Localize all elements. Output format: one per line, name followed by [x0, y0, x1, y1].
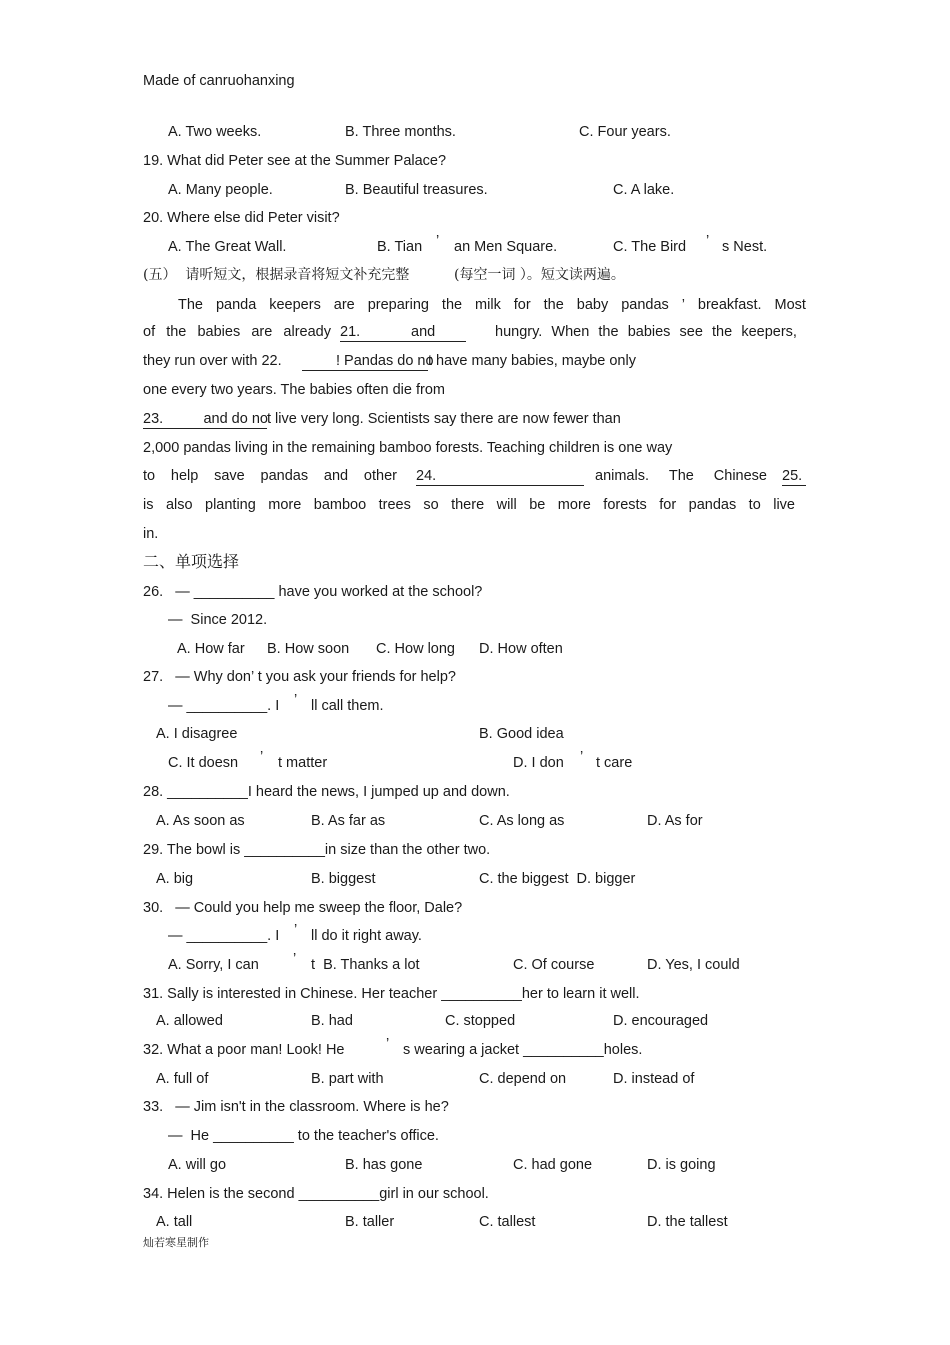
q27-option-c-apostrophe: ’: [260, 749, 264, 765]
q29-stem: 29. The bowl is __________in size than the other two.: [143, 842, 491, 858]
q33-option-b: B. has gone: [345, 1157, 423, 1173]
passage-line-7-mid: [595, 467, 767, 485]
q20-option-a: A. The Great Wall.: [168, 239, 287, 255]
passage-word: babies: [627, 324, 671, 340]
q27-option-b: B. Good idea: [479, 726, 564, 742]
q27-stem: 27. — Why don’ t you ask your friends for help?: [143, 669, 456, 685]
passage-word: Chinese: [713, 468, 767, 484]
q32-option-a: A. full of: [156, 1071, 209, 1087]
passage-word: to: [143, 468, 156, 484]
q34-option-d: D. the tallest: [647, 1214, 728, 1230]
q30-reply-apostrophe: ’: [294, 922, 298, 938]
q32-stem-rest: s wearing a jacket __________holes.: [403, 1042, 643, 1058]
passage-word: so: [423, 497, 439, 513]
q28-option-d: D. As for: [647, 813, 703, 829]
q18-option-a: A. Two weeks.: [168, 124, 262, 140]
q34-option-b: B. taller: [345, 1214, 395, 1230]
passage-word: to: [748, 497, 761, 513]
q20-option-b-rest: an Men Square.: [454, 239, 558, 255]
q26-stem: 26. — __________ have you worked at the school?: [143, 584, 483, 600]
q20-option-b-apostrophe: ’: [436, 233, 440, 249]
blank-24: 24.: [416, 467, 584, 486]
passage-word: the: [598, 324, 619, 340]
passage-word: pandas: [260, 468, 309, 484]
q32-stem-apostrophe: ’: [386, 1036, 390, 1052]
q18-option-c: C. Four years.: [579, 124, 671, 140]
passage-word: see: [679, 324, 703, 340]
q29-option-cd: C. the biggest D. bigger: [479, 871, 636, 887]
passage-word: milk: [475, 297, 501, 313]
passage-word: the: [166, 324, 187, 340]
passage-line-7: [143, 467, 397, 485]
q19-option-c: C. A lake.: [613, 182, 675, 198]
q20-option-c-apostrophe: ’: [706, 233, 710, 249]
passage-word: the: [441, 297, 463, 313]
q20-stem: 20. Where else did Peter visit?: [143, 210, 340, 226]
q30-reply: — __________. I: [168, 928, 280, 944]
q32-option-c: C. depend on: [479, 1071, 567, 1087]
q29-option-a: A. big: [156, 871, 194, 887]
passage-word: is: [143, 497, 154, 513]
passage-line-3: they run over with 22.: [143, 353, 282, 369]
passage-word: keepers: [269, 297, 321, 313]
q28-option-b: B. As far as: [311, 813, 386, 829]
passage-word: also: [165, 497, 193, 513]
q30-option-a-rest: t B. Thanks a lot: [311, 957, 420, 973]
passage-word: help: [170, 468, 199, 484]
passage-word: pandas: [621, 297, 669, 313]
passage-word: will: [496, 497, 517, 513]
q32-stem: 32. What a poor man! Look! He: [143, 1042, 345, 1058]
q31-option-b: B. had: [311, 1013, 353, 1029]
q33-option-c: C. had gone: [513, 1157, 593, 1173]
passage-word: babies: [197, 324, 241, 340]
blank-25: 25.: [782, 467, 806, 486]
passage-word: live: [773, 497, 795, 513]
passage-word: planting: [205, 497, 256, 513]
q30-option-c: C. Of course: [513, 957, 595, 973]
passage-line-2: [143, 323, 331, 341]
q27-option-d-rest: t care: [596, 755, 633, 771]
passage-word: there: [451, 497, 485, 513]
passage-word: already: [283, 324, 331, 340]
q26-option-a: A. How far: [177, 641, 245, 657]
passage-word: are: [333, 297, 355, 313]
passage-word: and: [323, 468, 349, 484]
passage-word: bamboo: [313, 497, 367, 513]
passage-line-3-rest: t have many babies, maybe only: [428, 353, 636, 369]
passage-word: be: [529, 497, 546, 513]
passage-word: preparing: [367, 297, 429, 313]
q27-option-d-apostrophe: ’: [580, 749, 584, 765]
passage-line-2-rest: [495, 323, 797, 341]
q33-option-a: A. will go: [168, 1157, 227, 1173]
q18-option-b: B. Three months.: [345, 124, 456, 140]
q20-option-b: B. Tian: [377, 239, 423, 255]
page-footer: 灿若寒星制作: [143, 1236, 209, 1249]
passage-line-1: [178, 296, 806, 314]
q32-option-b: B. part with: [311, 1071, 384, 1087]
q30-option-a-apostrophe: ’: [293, 951, 297, 967]
section5-title: (五） 请听短文，根据录音将短文补充完整: [143, 267, 410, 283]
passage-word: When: [551, 324, 590, 340]
blank-22: ! Pandas do no: [302, 352, 428, 371]
q27-option-c-rest: t matter: [278, 755, 328, 771]
q34-option-a: A. tall: [156, 1214, 193, 1230]
page-header: Made of canruohanxing: [143, 73, 295, 89]
passage-word: hungry.: [495, 324, 543, 340]
q32-option-d: D. instead of: [613, 1071, 695, 1087]
q28-option-a: A. As soon as: [156, 813, 245, 829]
passage-word: the: [543, 297, 564, 313]
q26-option-d: D. How often: [479, 641, 563, 657]
passage-word: the: [712, 324, 733, 340]
passage-line-8: [143, 496, 795, 514]
passage-word: The: [178, 297, 203, 313]
q28-option-c: C. As long as: [479, 813, 565, 829]
q31-option-a: A. allowed: [156, 1013, 223, 1029]
q33-option-d: D. is going: [647, 1157, 716, 1173]
passage-word: other: [363, 468, 397, 484]
q27-reply: — __________. I: [168, 698, 280, 714]
blank-23: 23. and do no: [143, 411, 268, 427]
blank-21: 21. and: [340, 323, 466, 342]
q26-option-c: C. How long: [376, 641, 455, 657]
passage-word: are: [251, 324, 273, 340]
passage-word: Most: [774, 297, 806, 313]
passage-line-9: in.: [143, 526, 159, 542]
q27-option-d: D. I don: [513, 755, 564, 771]
passage-word: for: [513, 297, 531, 313]
passage-line-4: one every two years. The babies often die from: [143, 382, 445, 398]
passage-word: forests: [603, 497, 647, 513]
q19-option-a: A. Many people.: [168, 182, 273, 198]
passage-word: save: [214, 468, 245, 484]
q26-option-b: B. How soon: [267, 641, 350, 657]
passage-line-6: 2,000 pandas living in the remaining bamboo forests. Teaching children is one way: [143, 440, 673, 456]
q34-stem: 34. Helen is the second __________girl in our school.: [143, 1186, 489, 1202]
section5-note: (每空一词 ）。短文读两遍。: [454, 267, 625, 283]
q20-option-c-rest: s Nest.: [722, 239, 768, 255]
q28-stem: 28. __________I heard the news, I jumped up and down.: [143, 784, 510, 800]
q31-option-c: C. stopped: [445, 1013, 516, 1029]
passage-line-5-rest: t live very long. Scientists say there are now fewer than: [267, 411, 621, 427]
passage-word: panda: [215, 297, 257, 313]
q20-option-c: C. The Bird: [613, 239, 687, 255]
passage-word: of: [143, 324, 156, 340]
q30-option-a: A. Sorry, I can: [168, 957, 259, 973]
passage-word: ’: [681, 297, 685, 313]
q33-stem: 33. — Jim isn't in the classroom. Where is he?: [143, 1099, 449, 1115]
q27-reply-apostrophe: ’: [294, 692, 298, 708]
passage-word: more: [557, 497, 591, 513]
q19-option-b: B. Beautiful treasures.: [345, 182, 488, 198]
passage-word: animals.: [595, 468, 649, 484]
passage-word: baby: [576, 297, 609, 313]
passage-word: trees: [378, 497, 411, 513]
passage-word: breakfast.: [697, 297, 762, 313]
passage-word: keepers,: [741, 324, 797, 340]
q27-option-c: C. It doesn: [168, 755, 239, 771]
q29-option-b: B. biggest: [311, 871, 376, 887]
passage-word: pandas: [688, 497, 737, 513]
q27-reply-rest: ll call them.: [311, 698, 384, 714]
passage-word: more: [268, 497, 302, 513]
passage-word: for: [659, 497, 677, 513]
q30-stem: 30. — Could you help me sweep the floor, Dale?: [143, 900, 463, 916]
q26-reply: — Since 2012.: [168, 612, 268, 628]
section2-title: 二、单项选择: [143, 552, 240, 571]
q31-option-d: D. encouraged: [613, 1013, 709, 1029]
q33-reply: — He __________ to the teacher's office.: [168, 1128, 439, 1144]
q31-stem: 31. Sally is interested in Chinese. Her teacher __________her to learn it well.: [143, 986, 640, 1002]
passage-word: The: [668, 468, 694, 484]
q30-reply-rest: ll do it right away.: [311, 928, 422, 944]
q30-option-d: D. Yes, I could: [647, 957, 740, 973]
q27-option-a: A. I disagree: [156, 726, 238, 742]
q34-option-c: C. tallest: [479, 1214, 536, 1230]
q19-stem: 19. What did Peter see at the Summer Palace?: [143, 153, 447, 169]
